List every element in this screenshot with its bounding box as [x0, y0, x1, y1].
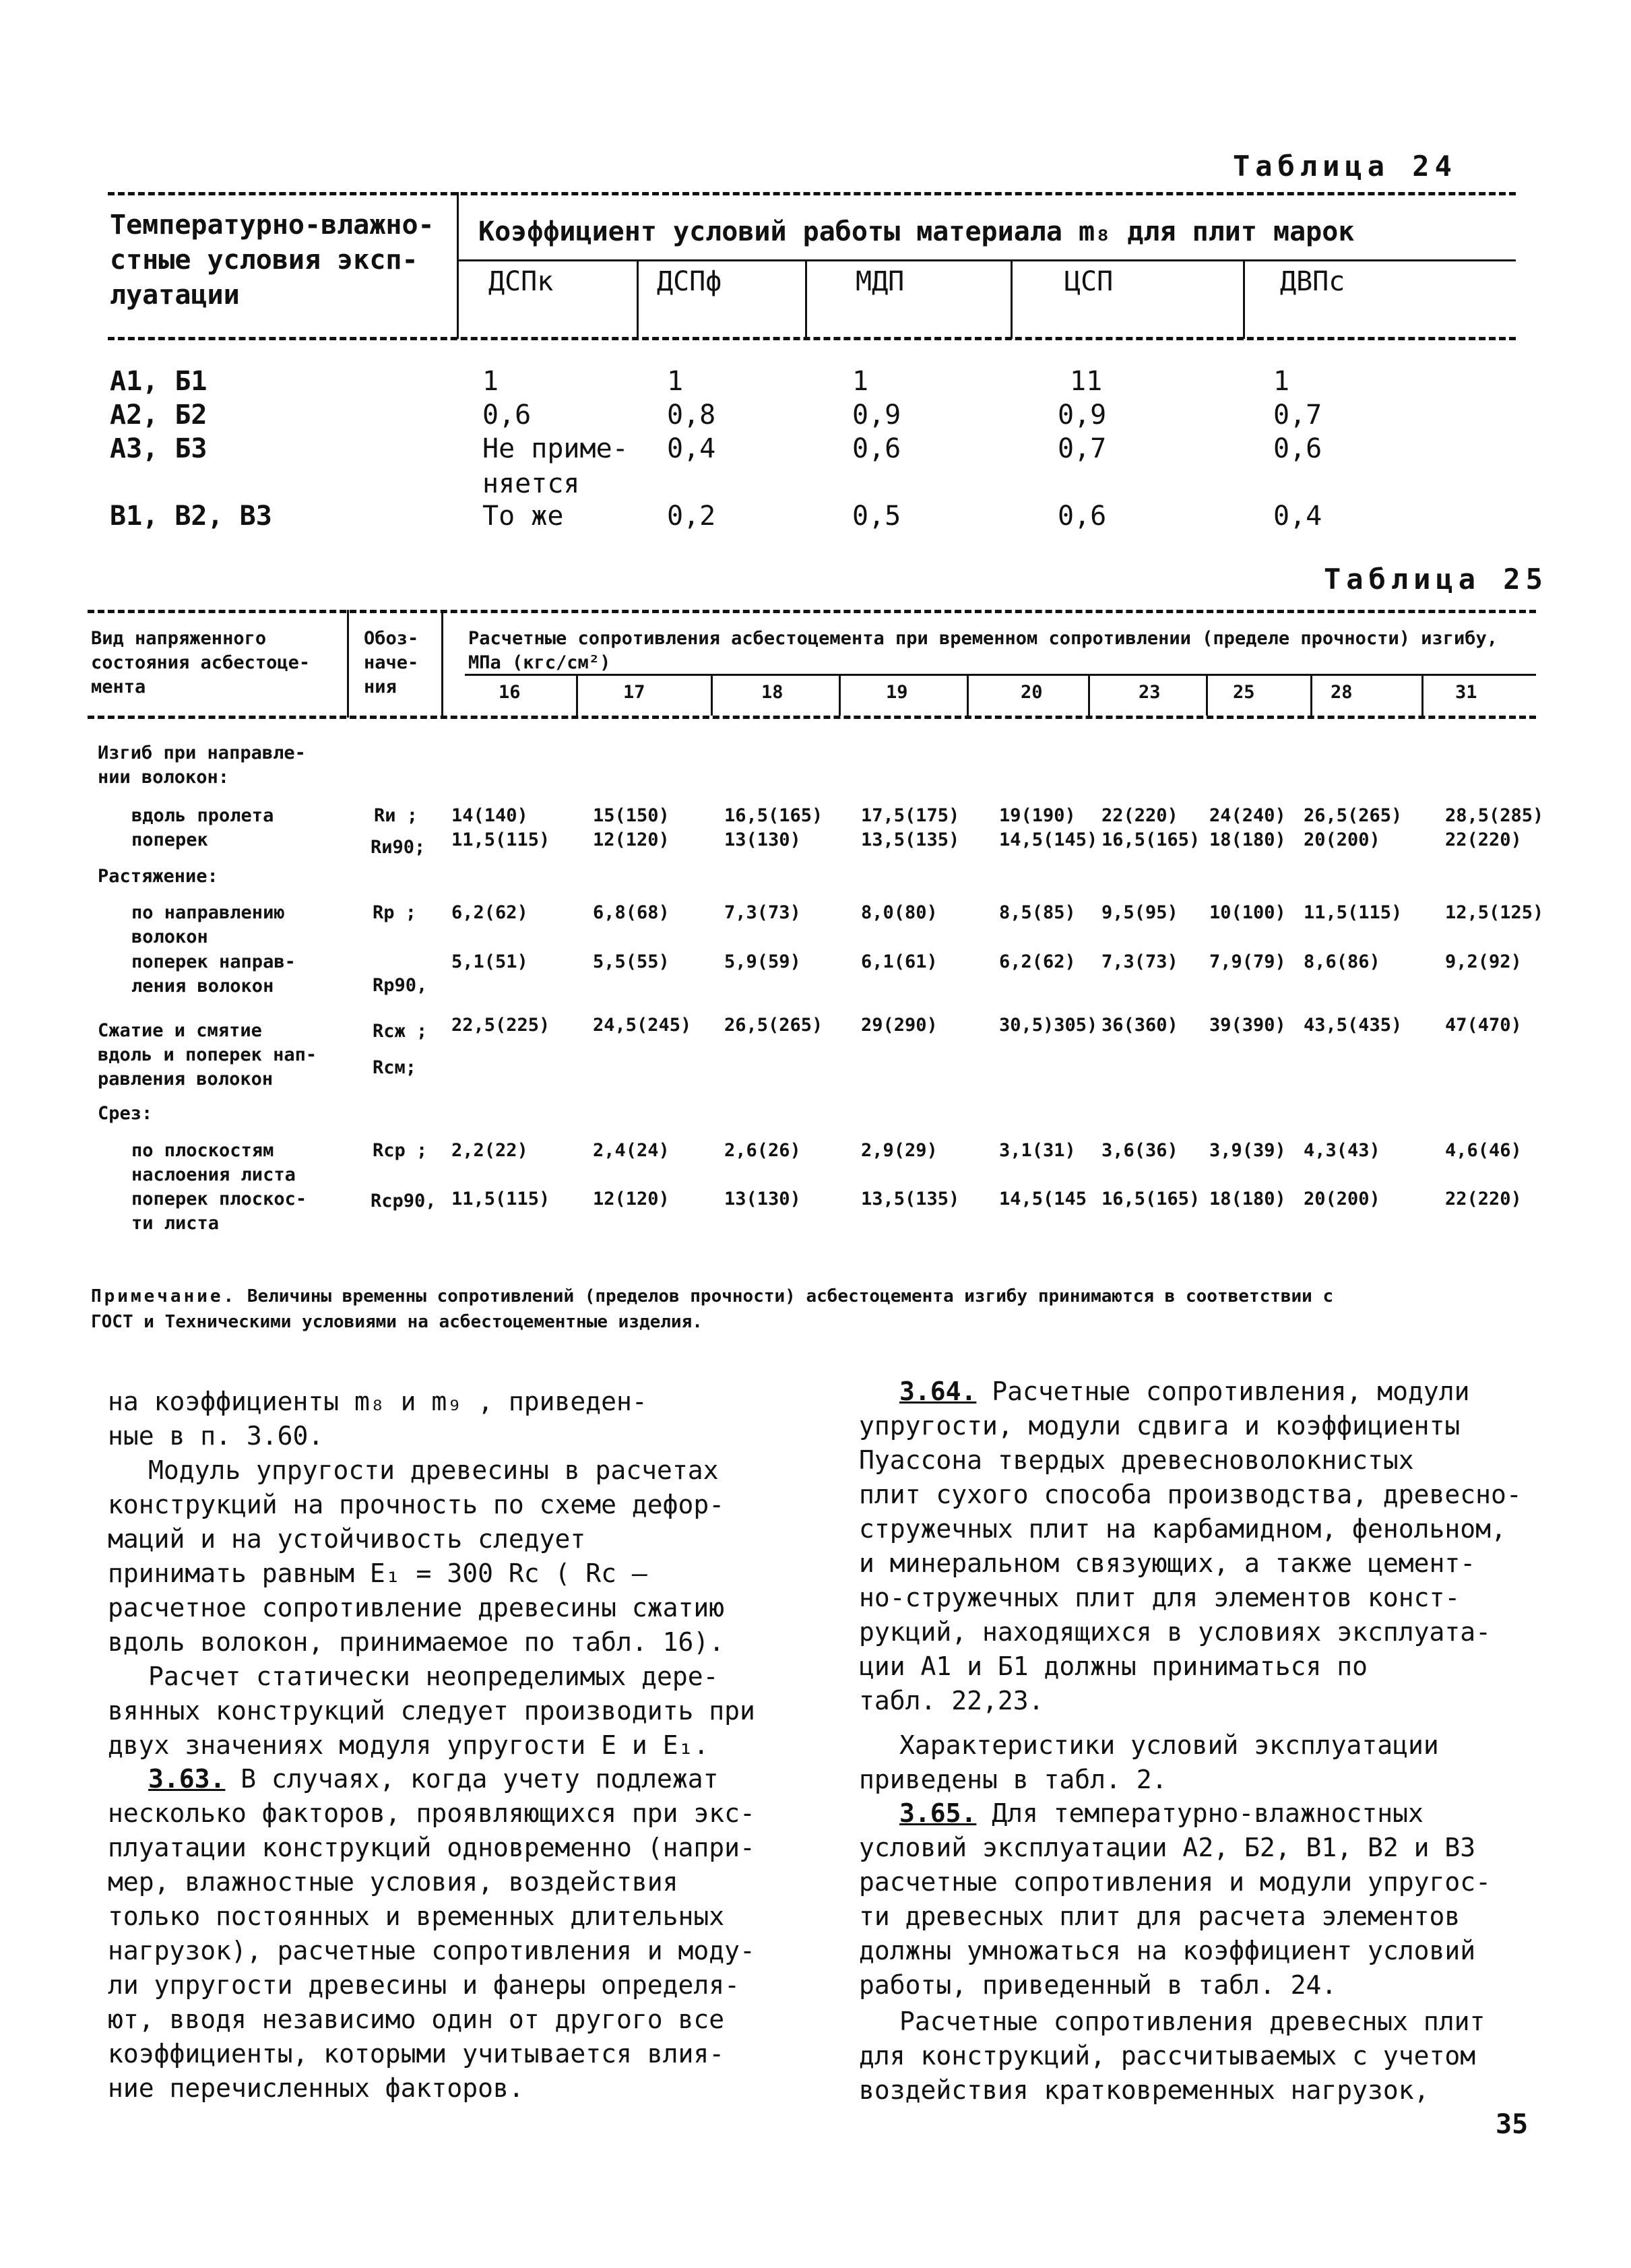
table25-cell: 24,5(245) [593, 1015, 692, 1036]
table25-column-header: 16 [499, 682, 521, 703]
table24-subheader-rule [458, 259, 1516, 261]
table24-cell: 0,9 [852, 400, 901, 431]
table25-cell: 29(290) [861, 1015, 938, 1036]
table24-column-header: ДСПф [657, 266, 722, 297]
table24-cell: 0,6 [1058, 501, 1107, 532]
table24-cell: 1 [852, 366, 869, 397]
table24-header-conditions: Температурно-влажно- стные условия эксп- луатации [110, 210, 435, 311]
table25-col-divider [1310, 675, 1312, 716]
table25-cell: 14,5(145 [999, 1189, 1087, 1209]
table25-cell: 20(200) [1304, 1189, 1380, 1209]
table25-column-header: 19 [886, 682, 908, 703]
table25-column-header: 28 [1331, 682, 1353, 703]
table24-cell: 0,9 [1058, 400, 1107, 431]
table25-note [91, 1284, 1333, 1335]
table25-row-symbol: Rр90, [373, 975, 428, 996]
table25-cell: 22,5(225) [451, 1015, 550, 1036]
table25-row-symbol: Rср90, [371, 1191, 437, 1211]
left-paragraph-2: Модуль упругости древесины в расчетах конструкций на прочность по схеме дефор- маций и на устойчивость следует принимать равным E₁ = 300 Rс ( Rс – расчетное сопротивление древесины сжатию вдоль волокон, принимаемое по табл. 16). [108, 1455, 725, 1657]
table25-row-symbol: Rр ; [373, 902, 417, 923]
left-paragraph-4-text: В случаях, когда учету подлежат несколько факторов, проявляющихся при экс- плуатации конструкций одновременно (напри- мер, влажностные условия, воздействия только постоянных и временных длительных нагрузок), расчетные сопротивления и моду- ли упругости древесины и фанеры определя- ют, вводя независимо один от другого все коэффициенты, которыми учитывается влия- ние перечисленных факторов. [108, 1764, 755, 2103]
page-number: 35 [1496, 2109, 1529, 2140]
table24-cell: 11 [1070, 366, 1103, 397]
table25-cell: 6,1(61) [861, 951, 938, 972]
table24-column-header: ДВПс [1280, 266, 1345, 297]
table25-header-symbol: Обоз- наче- ния [364, 628, 419, 697]
table25-cell: 17,5(175) [861, 805, 960, 826]
table24-caption: Таблица 24 [1233, 150, 1457, 183]
table24-header-bottom-rule [108, 337, 1516, 340]
table24-row-label: А2, Б2 [110, 400, 207, 431]
table24-header-coef: Коэффициент условий работы материала m₈ для плит марок [478, 216, 1355, 247]
table25-cell: 47(470) [1445, 1015, 1522, 1036]
table24-cell: 0,2 [667, 501, 716, 532]
table25-group-title: Срез: [98, 1103, 153, 1124]
table24-column-header: ДСПк [488, 266, 554, 297]
table24-header-divider [457, 192, 459, 339]
table25-header-bottom-rule [88, 716, 1536, 719]
table25-row-label: поперек [131, 829, 208, 850]
table25-cell: 18(180) [1209, 829, 1286, 850]
table25-row-label: Сжатие и смятие вдоль и поперек нап- равления волокон [98, 1020, 317, 1090]
table25-col-divider [1421, 675, 1424, 716]
table25-column-header: 17 [623, 682, 645, 703]
table25-header-kind: Вид напряженного состояния асбестоце- мента [91, 628, 311, 697]
table25-row-label: поперек плоскос- ти листа [131, 1189, 307, 1234]
table24-top-rule [108, 192, 1516, 195]
table25-cell: 8,6(86) [1304, 951, 1380, 972]
table25-group-title: Изгиб при направле- нии волокон: [98, 743, 306, 788]
table25-cell: 3,6(36) [1101, 1140, 1178, 1161]
table25-cell: 3,1(31) [999, 1140, 1076, 1161]
table25-header-divider [347, 610, 349, 718]
table25-cell: 10(100) [1209, 902, 1286, 923]
table25-cell: 7,9(79) [1209, 951, 1286, 972]
table25-cell: 13,5(135) [861, 829, 960, 850]
table25-cell: 12(120) [593, 829, 670, 850]
table25-cell: 8,5(85) [999, 902, 1076, 923]
table25-col-divider [1206, 675, 1208, 716]
table25-cell: 7,3(73) [724, 902, 801, 923]
table25-subheader-rule [465, 674, 1536, 676]
table25-row-label: поперек направ- ления волокон [131, 951, 296, 997]
right-paragraph-4: Расчетные сопротивления древесных плит для конструкций, рассчитываемых с учетом воздействия кратковременных нагрузок, [859, 2007, 1485, 2105]
right-paragraph-1 [859, 1375, 1522, 1718]
table25-col-divider [967, 675, 969, 716]
table25-cell: 39(390) [1209, 1015, 1286, 1036]
table24-col-divider [805, 261, 807, 339]
table25-cell: 6,8(68) [593, 902, 670, 923]
table25-top-rule [88, 610, 1536, 613]
table25-cell: 6,2(62) [999, 951, 1076, 972]
table24-row-label: В1, В2, В3 [110, 501, 272, 532]
table25-cell: 15(150) [593, 805, 670, 826]
table25-cell: 5,1(51) [451, 951, 528, 972]
table25-cell: 8,0(80) [861, 902, 938, 923]
table25-group-title: Растяжение: [98, 866, 218, 887]
table25-cell: 5,5(55) [593, 951, 670, 972]
table25-cell: 5,9(59) [724, 951, 801, 972]
right-paragraph-3 [859, 1796, 1491, 2003]
right-paragraph-3-text: Для температурно-влажностных условий эксплуатации А2, Б2, В1, В2 и В3 расчетные сопротивления и модули упругос- ти древесных плит для расчета элементов должны умножаться на коэффициент условий работы, приведенный в табл. 24. [859, 1798, 1491, 2000]
table25-cell: 18(180) [1209, 1189, 1286, 1209]
table25-header-unit: МПа (кгс/см²) [468, 652, 611, 673]
table25-cell: 16,5(165) [1101, 829, 1201, 850]
table25-col-divider [576, 675, 578, 716]
table25-row-symbol: Rсж ; Rсм; [373, 1021, 428, 1078]
clause-3-64: 3.64. [899, 1377, 977, 1406]
table25-row-label: по направлению волокон [131, 902, 285, 947]
table24-column-header: ЦСП [1064, 266, 1114, 297]
table25-cell: 3,9(39) [1209, 1140, 1286, 1161]
table25-cell: 11,5(115) [451, 1189, 550, 1209]
table24-row-label: А1, Б1 [110, 366, 207, 397]
table25-col-divider [839, 675, 841, 716]
table24-cell: 0,7 [1058, 433, 1107, 464]
table25-col-divider [1088, 675, 1090, 716]
table24-row-label: А3, Б3 [110, 433, 207, 464]
table25-cell: 12,5(125) [1445, 902, 1544, 923]
table24-cell: Не приме- няется [482, 433, 629, 499]
table25-cell: 26,5(265) [1304, 805, 1403, 826]
table25-cell: 4,3(43) [1304, 1140, 1380, 1161]
clause-3-63: 3.63. [148, 1764, 226, 1794]
table24-cell: 1 [667, 366, 684, 397]
table25-cell: 13(130) [724, 1189, 801, 1209]
table24-cell: 0,4 [1273, 501, 1322, 532]
table24-cell: 1 [1273, 366, 1290, 397]
table25-cell: 2,6(26) [724, 1140, 801, 1161]
table25-cell: 36(360) [1101, 1015, 1178, 1036]
table24-col-divider [637, 261, 639, 339]
table25-cell: 22(220) [1445, 1189, 1522, 1209]
table25-cell: 11,5(115) [1304, 902, 1403, 923]
table25-cell: 2,4(24) [593, 1140, 670, 1161]
table25-header-main: Расчетные сопротивления асбестоцемента при временном сопротивлении (пределе прочности) изгибу, [468, 628, 1498, 649]
table25-cell: 14(140) [451, 805, 528, 826]
table24-cell: 0,7 [1273, 400, 1322, 431]
table25-cell: 30,5)305) [999, 1015, 1098, 1036]
left-paragraph-3: Расчет статически неопределимых дере- вянных конструкций следует производить при двух значениях модуля упругости E и E₁. [108, 1662, 755, 1760]
table25-cell: 11,5(115) [451, 829, 550, 850]
table25-cell: 43,5(435) [1304, 1015, 1403, 1036]
left-paragraph-1: на коэффициенты m₈ и m₉ , приведен- ные в п. 3.60. [108, 1387, 647, 1451]
table25-cell: 16,5(165) [724, 805, 823, 826]
table25-cell: 12(120) [593, 1189, 670, 1209]
table25-cell: 9,2(92) [1445, 951, 1522, 972]
table25-cell: 7,3(73) [1101, 951, 1178, 972]
table25-cell: 6,2(62) [451, 902, 528, 923]
table25-cell: 4,6(46) [1445, 1140, 1522, 1161]
table25-cell: 13,5(135) [861, 1189, 960, 1209]
table24-cell: 0,6 [482, 400, 532, 431]
clause-3-65: 3.65. [899, 1798, 977, 1828]
table25-column-header: 18 [761, 682, 783, 703]
left-paragraph-4 [108, 1762, 755, 2106]
table25-row-symbol: Rи ; [374, 805, 418, 826]
note-text: Величины временны сопротивлений (пределов прочности) асбестоцемента изгибу принимаются в соответствии с ГОСТ и Техническими условиями на асбестоцементные изделия. [91, 1286, 1334, 1332]
table24-cell: 0,5 [852, 501, 901, 532]
table25-row-label: по плоскостям наслоения листа [131, 1140, 296, 1185]
table25-cell: 14,5(145) [999, 829, 1098, 850]
table24-cell: 0,4 [667, 433, 716, 464]
table24-cell: 0,6 [852, 433, 901, 464]
table25-row-symbol: Rи90; [371, 837, 426, 858]
table25-column-header: 25 [1233, 682, 1255, 703]
table24-cell: То же [482, 501, 564, 532]
table24-col-divider [1243, 261, 1245, 339]
right-paragraph-1-text: Расчетные сопротивления, модули упругости, модули сдвига и коэффициенты Пуассона твердых древесноволокнистых плит сухого способа производства, древесно- стружечных плит на карбамидном, фенольном, и минеральном связующих, а также цемент- но-стружечных плит для элементов конст- рукций, находящихся в условиях эксплуата- ции А1 и Б1 должны приниматься по табл. 22,23. [859, 1377, 1522, 1715]
note-label: Примечание. [91, 1286, 237, 1306]
table25-cell: 28,5(285) [1445, 805, 1544, 826]
table25-cell: 26,5(265) [724, 1015, 823, 1036]
table25-cell: 22(220) [1445, 829, 1522, 850]
table24-cell: 0,8 [667, 400, 716, 431]
table24-cell: 1 [482, 366, 499, 397]
table25-row-label: вдоль пролета [131, 805, 274, 826]
table25-col-divider [711, 675, 713, 716]
table25-cell: 9,5(95) [1101, 902, 1178, 923]
table25-caption: Таблица 25 [1324, 563, 1548, 596]
table24-cell: 0,6 [1273, 433, 1322, 464]
table25-cell: 2,2(22) [451, 1140, 528, 1161]
table25-cell: 19(190) [999, 805, 1076, 826]
table24-col-divider [1011, 261, 1013, 339]
table25-cell: 22(220) [1101, 805, 1178, 826]
table25-cell: 24(240) [1209, 805, 1286, 826]
table25-cell: 2,9(29) [861, 1140, 938, 1161]
table25-column-header: 23 [1139, 682, 1161, 703]
table25-cell: 20(200) [1304, 829, 1380, 850]
right-paragraph-2: Характеристики условий эксплуатации приведены в табл. 2. [859, 1730, 1439, 1794]
table25-cell: 13(130) [724, 829, 801, 850]
table25-cell: 16,5(165) [1101, 1189, 1201, 1209]
table25-header-divider [441, 610, 443, 718]
table25-column-header: 20 [1021, 682, 1043, 703]
table24-column-header: МДП [856, 266, 905, 297]
table25-column-header: 31 [1455, 682, 1477, 703]
table25-row-symbol: Rср ; [373, 1140, 428, 1161]
